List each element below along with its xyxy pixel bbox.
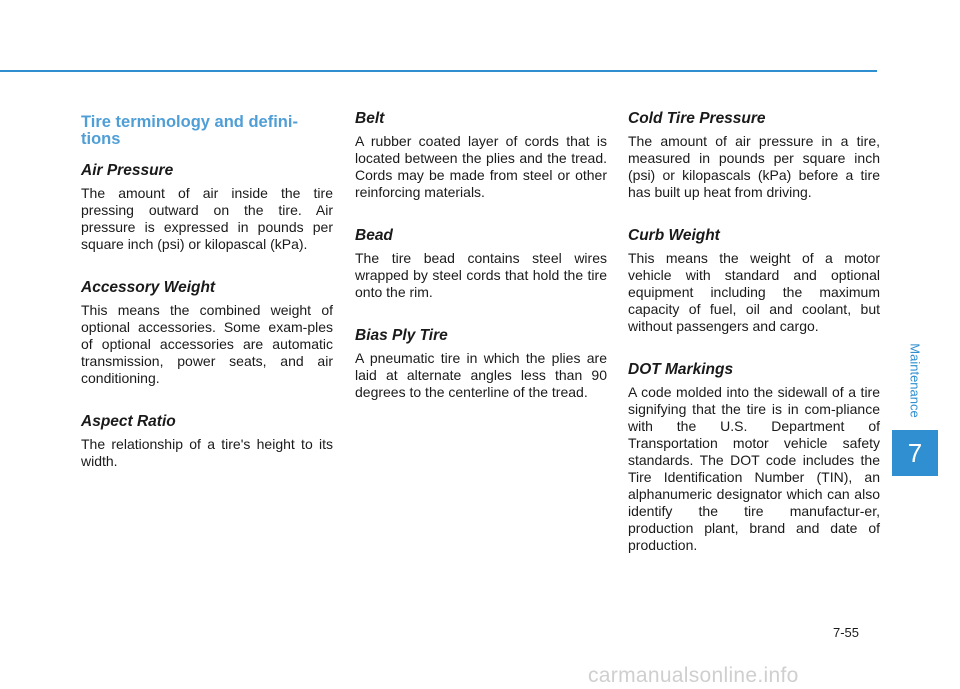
definition-belt: A rubber coated layer of cords that is located between the plies and the tread. Cords may be made from steel or other reinforcing materials. (355, 133, 607, 200)
definition-aspect-ratio: The relationship of a tire's height to its width. (81, 436, 333, 469)
definition-dot-markings: A code molded into the sidewall of a tire signifying that the tire is in com-pliance with the U.S. Department of Transportation motor vehicle safety standards. The DOT code includes the Tire Identification Number (TIN), an alphanumeric designator which can also identify the tire manufactur-er, production plant, brand and date of production. (628, 384, 880, 553)
definition-curb-weight: This means the weight of a motor vehicle with standard and optional equipment including the maximum capacity of fuel, oil and coolant, but without passengers and cargo. (628, 250, 880, 334)
term-cold-tire-pressure: Cold Tire Pressure (628, 110, 766, 127)
page-number: 7-55 (833, 625, 860, 640)
definition-air-pressure: The amount of air inside the tire pressing outward on the tire. Air pressure is expressed in pounds per square inch (psi) or kilopascal (kPa). (81, 185, 333, 252)
chapter-tab-label-text: Maintenance (907, 342, 923, 418)
term-air-pressure: Air Pressure (81, 162, 174, 179)
section-title-line-2: tions (81, 130, 121, 148)
chapter-tab-label (901, 340, 929, 420)
term-curb-weight: Curb Weight (628, 227, 720, 244)
term-bias-ply-tire: Bias Ply Tire (355, 327, 448, 344)
term-bead: Bead (355, 227, 393, 244)
term-belt: Belt (355, 110, 385, 127)
definition-bead: The tire bead contains steel wires wrapped by steel cords that hold the tire onto the rim. (355, 250, 607, 300)
definition-cold-tire-pressure: The amount of air pressure in a tire, measured in pounds per square inch (psi) or kilopascals (kPa) before a tire has built up heat from driving. (628, 133, 880, 200)
column-3 (628, 110, 880, 580)
definition-accessory-weight: This means the combined weight of optional accessories. Some exam-ples of optional accessories are automatic transmission, power seats, and air conditioning. (81, 302, 333, 386)
term-aspect-ratio: Aspect Ratio (81, 413, 176, 430)
chapter-number-tab: 7 (892, 430, 938, 476)
term-accessory-weight: Accessory Weight (81, 279, 216, 296)
definition-bias-ply-tire: A pneumatic tire in which the plies are laid at alternate angles less than 90 degrees to the centerline of the tread. (355, 350, 607, 400)
section-title-line-1: Tire terminology and defini- (81, 113, 298, 131)
column-1 (81, 110, 333, 496)
term-dot-markings: DOT Markings (628, 361, 734, 378)
column-2 (355, 110, 607, 427)
section-title (81, 114, 333, 148)
watermark: carmanualsonline.info (588, 664, 799, 687)
header-rule (0, 70, 877, 72)
